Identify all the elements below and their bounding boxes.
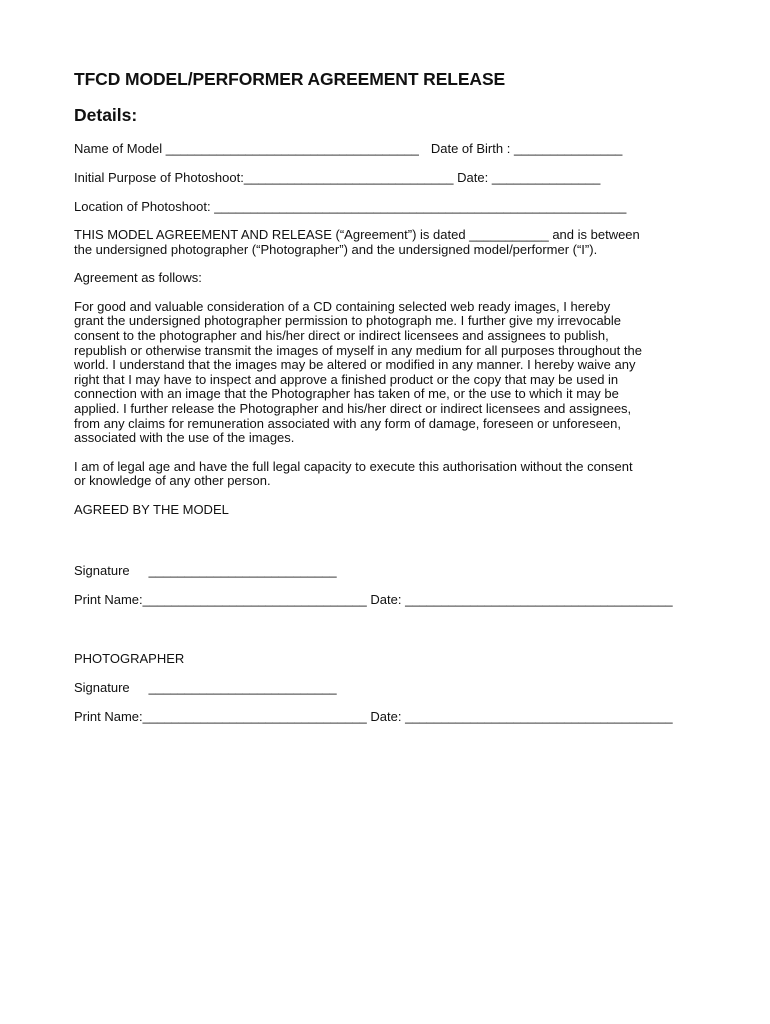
purpose-row (74, 170, 704, 185)
photographer-date-label: Date: (370, 709, 402, 725)
model-print-name-label: Print Name: (74, 591, 143, 607)
location-field[interactable]: _________________________________________________________ (214, 199, 627, 214)
location-label: Location of Photoshoot: (74, 199, 211, 214)
photographer-print-name-label: Print Name: (74, 709, 143, 725)
model-date-label: Date: (370, 591, 402, 607)
consideration-paragraph (74, 300, 699, 446)
date-of-birth-field[interactable]: _______________ (513, 141, 623, 156)
purpose-date-field[interactable]: _______________ (491, 170, 601, 185)
consideration-line: connection with an image that the Photographer has taken of me, or the use to which it may be (74, 386, 619, 402)
consideration-line: grant the undersigned photographer permission to photograph me. I further give my irrevocable (74, 313, 622, 329)
model-signature-field[interactable]: __________________________ (148, 562, 337, 578)
consideration-line: consent to the photographer and his/her direct or indirect licensees and assignees to publish, (74, 327, 609, 343)
model-signature-row (74, 563, 704, 578)
agreed-by-model-heading: AGREED BY THE MODEL (74, 501, 229, 517)
photographer-heading: PHOTOGRAPHER (74, 650, 185, 666)
model-date-field[interactable]: _____________________________________ (405, 591, 673, 607)
agreement-follows: Agreement as follows: (74, 270, 202, 286)
photographer-signature-row (74, 680, 704, 695)
agreement-intro (74, 228, 699, 257)
name-of-model-label: Name of Model (74, 141, 163, 156)
name-of-model-row (74, 141, 704, 156)
agreement-intro-line: the undersigned photographer (“Photographer”) and the undersigned model/performer (“I”). (74, 241, 598, 257)
agreement-intro-line: THIS MODEL AGREEMENT AND RELEASE (“Agreement”) is dated ___________ and is between (74, 227, 640, 242)
model-print-name-row (74, 592, 704, 607)
consideration-line: For good and valuable consideration of a CD containing selected web ready images, I hereby (74, 298, 611, 314)
photographer-print-name-field[interactable]: _______________________________ (142, 709, 367, 725)
consideration-line: world. I understand that the images may be altered or modified in any manner. I hereby waive any (74, 357, 636, 373)
consideration-line: right that I may have to inspect and approve a finished product or the copy that may be used in (74, 371, 619, 387)
model-signature-label: Signature (74, 562, 130, 578)
photographer-signature-label: Signature (74, 680, 130, 696)
details-heading: Details: (74, 105, 138, 125)
consideration-line: republish or otherwise transmit the images of myself in any medium for all purposes throughout the (74, 342, 642, 358)
name-of-model-field[interactable]: ___________________________________ (165, 141, 419, 156)
purpose-label: Initial Purpose of Photoshoot: (74, 170, 244, 185)
location-row (74, 199, 704, 214)
purpose-date-label: Date: (457, 170, 489, 185)
legal-age-line: or knowledge of any other person. (74, 473, 271, 489)
consideration-line: associated with the use of the images. (74, 430, 295, 446)
photographer-date-field[interactable]: _____________________________________ (405, 709, 673, 725)
release-form (74, 68, 704, 724)
photographer-print-name-row (74, 709, 704, 724)
consideration-line: from any claims for remuneration associated with any form of damage, foreseen or unforeseen, (74, 415, 621, 431)
document-title: TFCD MODEL/PERFORMER AGREEMENT RELEASE (74, 69, 506, 89)
purpose-field[interactable]: _____________________________ (243, 170, 454, 185)
legal-age-line: I am of legal age and have the full legal capacity to execute this authorisation without the consent (74, 458, 633, 474)
consideration-line: applied. I further release the Photographer and his/her direct or indirect licensees and assignees, (74, 400, 632, 416)
photographer-signature-field[interactable]: __________________________ (148, 680, 337, 696)
date-of-birth-label: Date of Birth : (430, 141, 511, 156)
legal-age-paragraph (74, 460, 699, 489)
model-print-name-field[interactable]: _______________________________ (142, 591, 367, 607)
